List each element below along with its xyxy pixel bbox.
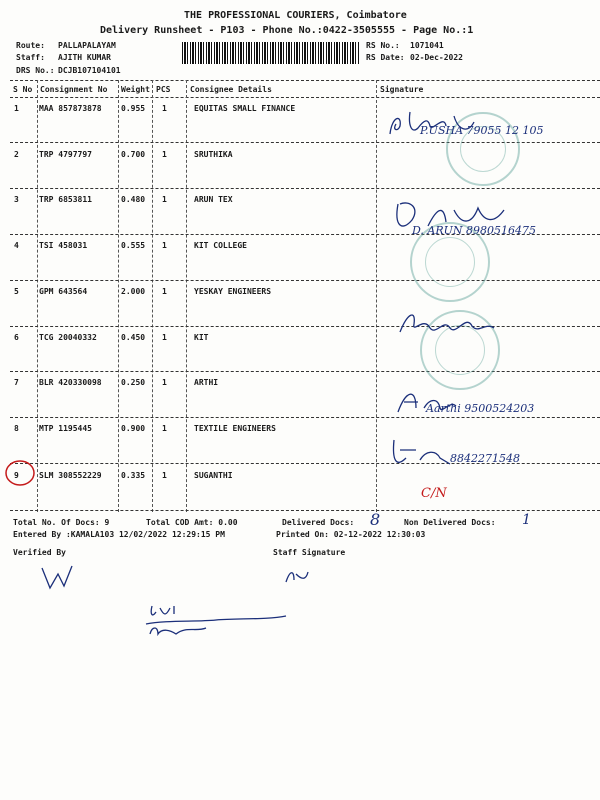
row-sno: 3 (14, 195, 19, 204)
rs-date-value: 02-Dec-2022 (410, 53, 463, 62)
barcode (182, 42, 360, 64)
col-divider (37, 80, 38, 512)
delivered-docs-value: 8 (370, 510, 381, 529)
company-name: THE PROFESSIONAL COURIERS, Coimbatore (184, 10, 407, 21)
delivered-docs-label: Delivered Docs: (282, 518, 355, 527)
row-pcs: 1 (162, 378, 167, 387)
col-divider (376, 80, 377, 512)
row-consignment: BLR 420330098 (39, 378, 102, 387)
table-header-rule (10, 97, 600, 98)
row-sno: 9 (14, 471, 19, 480)
row-pcs: 1 (162, 424, 167, 433)
total-docs: Total No. Of Docs: 9 (13, 518, 110, 527)
entered-by: Entered By :KAMALA103 12/02/2022 12:29:15 PM (13, 530, 225, 539)
col-divider (186, 80, 187, 512)
rs-no-label: RS No.: (366, 41, 400, 50)
row8-handwritten-text: 8842271548 (450, 452, 520, 465)
route-value: PALLAPALAYAM (58, 41, 116, 50)
row-sno: 6 (14, 333, 19, 342)
row-sno: 4 (14, 241, 19, 250)
row-consignee: SRUTHIKA (194, 150, 233, 159)
row-weight: 0.250 (121, 378, 146, 387)
row-consignment: MTP 1195445 (39, 424, 92, 433)
receiver-signature (136, 600, 306, 642)
row7-handwritten-text: Aarthi 9500524203 (426, 402, 535, 415)
drs-value: DCJB107104101 (58, 66, 121, 75)
row-weight: 0.555 (121, 241, 146, 250)
row1-handwritten-text: P.USHA 79055 12 105 (420, 124, 544, 137)
row-pcs: 1 (162, 195, 167, 204)
row-sno: 8 (14, 424, 19, 433)
col-consignee: Consignee Details (190, 85, 272, 94)
col-consignment: Consignment No (40, 85, 108, 94)
table-bottom-rule (10, 510, 600, 511)
row-weight: 0.900 (121, 424, 146, 433)
non-delivered-docs-label: Non Delivered Docs: (404, 518, 496, 527)
route-label: Route: (16, 41, 45, 50)
staff-label: Staff: (16, 53, 45, 62)
row-consignee: SUGANTHI (194, 471, 233, 480)
row-consignee: ARTHI (194, 378, 219, 387)
table-top-rule (10, 80, 600, 81)
row-weight: 0.335 (121, 471, 146, 480)
row-consignment: TSI 458031 (39, 241, 88, 250)
drs-label: DRS No.: (16, 66, 55, 75)
row-weight: 2.000 (121, 287, 146, 296)
col-signature: Signature (380, 85, 424, 94)
row-weight: 0.480 (121, 195, 146, 204)
row-consignment: TRP 6853811 (39, 195, 92, 204)
printed-on: Printed On: 02-12-2022 12:30:03 (276, 530, 426, 539)
row3-handwritten-text: D. ARUN 8980516475 (412, 224, 537, 237)
col-divider (118, 80, 119, 512)
row-consignee: KIT (194, 333, 209, 342)
row-consignment: TCG 20040332 (39, 333, 97, 342)
row-consignee: YESKAY ENGINEERS (194, 287, 272, 296)
row9-red-mark: C/N (421, 486, 447, 501)
row-rule (10, 188, 600, 189)
row-pcs: 1 (162, 150, 167, 159)
row-weight: 0.700 (121, 150, 146, 159)
col-weight: Weight (121, 85, 150, 94)
row-pcs: 1 (162, 287, 167, 296)
row-consignee: TEXTILE ENGINEERS (194, 424, 276, 433)
row-sno: 5 (14, 287, 19, 296)
row-weight: 0.450 (121, 333, 146, 342)
row-rule (10, 280, 600, 281)
staff-signature (282, 566, 312, 586)
row-sno: 2 (14, 150, 19, 159)
row-pcs: 1 (162, 333, 167, 342)
row-pcs: 1 (162, 471, 167, 480)
col-divider (152, 80, 153, 512)
row-consignment: TRP 4797797 (39, 150, 92, 159)
row-consignee: ARUN TEX (194, 195, 233, 204)
row-weight: 0.955 (121, 104, 146, 113)
row-pcs: 1 (162, 104, 167, 113)
row-rule (10, 371, 600, 372)
row6-signature (394, 306, 504, 340)
total-cod: Total COD Amt: 0.00 (146, 518, 238, 527)
row-consignment: SLM 308552229 (39, 471, 102, 480)
col-sno: S No (13, 85, 33, 94)
row-sno: 7 (14, 378, 19, 387)
row-rule (10, 326, 600, 327)
col-pcs: PCS (156, 85, 171, 94)
red-circle-mark (4, 458, 38, 488)
staff-value: AJITH KUMAR (58, 53, 111, 62)
row-pcs: 1 (162, 241, 167, 250)
runsheet-title: Delivery Runsheet - P103 - Phone No.:0422-3505555 - Page No.:1 (100, 25, 474, 36)
verifier-signature (38, 562, 78, 592)
row-consignment: MAA 857873878 (39, 104, 102, 113)
staff-signature-label: Staff Signature (273, 548, 346, 557)
rs-date-label: RS Date: (366, 53, 405, 62)
non-delivered-docs-value: 1 (522, 512, 531, 528)
row-consignee: EQUITAS SMALL FINANCE (194, 104, 296, 113)
row-consignment: GPM 643564 (39, 287, 88, 296)
row-consignee: KIT COLLEGE (194, 241, 247, 250)
verified-by-label: Verified By (13, 548, 66, 557)
rs-no-value: 1071041 (410, 41, 444, 50)
row-sno: 1 (14, 104, 19, 113)
